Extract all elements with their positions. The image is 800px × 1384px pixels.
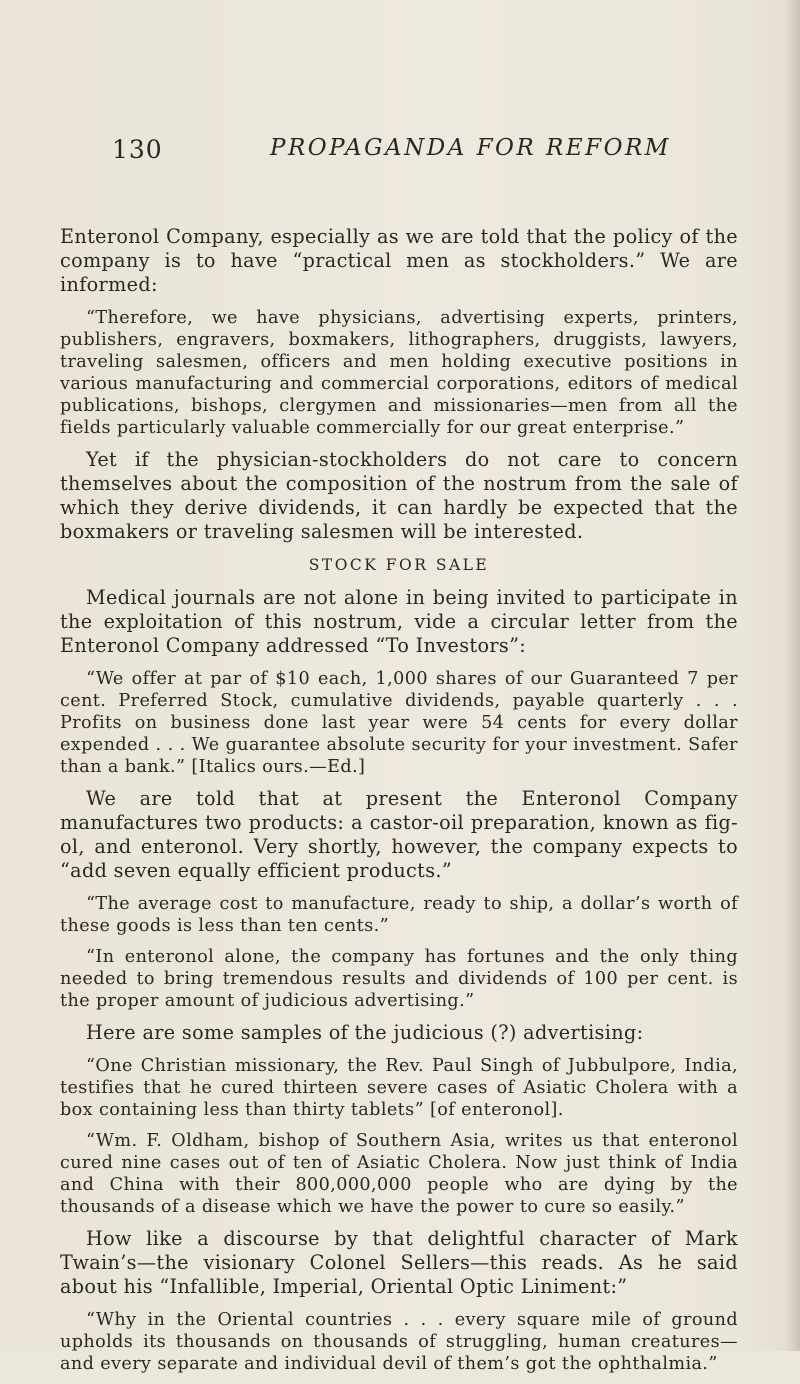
section-heading: STOCK FOR SALE [308,556,490,574]
paragraph-4: We are told that at present the Enteronol Company manufactures two products: a castor-oil preparation, known as fig-ol, and enteronol. Very shortly, however, the company expects to “add seven equally efficient products.” [60,787,738,882]
quote-4: “In enteronol alone, the company has fortunes and the only thing needed to bring tremendous results and dividends of 100 per cent. is the proper amount of judicious advertising.” [60,947,738,1011]
paragraph-1: Enteronol Company, especially as we are told that the policy of the company is to have “practical men as stockholders.” We are informed: [60,225,738,296]
page-header [112,135,672,167]
paragraph-3: Medical journals are not alone in being invited to participate in the exploitation of this nostrum, vide a circular letter from the Enteronol Company addressed “To Investors”: [60,586,738,657]
paragraph-2: Yet if the physician-stockholders do not care to concern themselves about the composition of the nostrum from the sale of which they derive dividends, it can hardly be expected that the boxmakers or traveling salesmen will be interested. [60,448,738,543]
page-number: 130 [112,135,163,164]
quote-5: “One Christian missionary, the Rev. Paul Singh of Jubbulpore, India, testifies that he cured thirteen severe cases of Asiatic Cholera with a box containing less than thirty tablets” [of enteronol]. [60,1056,738,1120]
paragraph-5: Here are some samples of the judicious (?) advertising: [86,1021,644,1044]
quote-6: “Wm. F. Oldham, bishop of Southern Asia, writes us that enteronol cured nine cases out of ten of Asiatic Cholera. Now just think of India and China with their 800,000,000 people who are dying by the thousands of a disease which we have the power to cure so easily.” [60,1131,738,1217]
page-body [60,225,738,1384]
running-head: PROPAGANDA FOR REFORM [270,135,671,161]
paragraph-6: How like a discourse by that delightful character of Mark Twain’s—the visionary Colonel Sellers—this reads. As he said about his “Infallible, Imperial, Oriental Optic Liniment:” [60,1227,738,1298]
quote-1: “Therefore, we have physicians, advertising experts, printers, publishers, engravers, boxmakers, lithographers, druggists, lawyers, traveling salesmen, officers and men holding executive positions in various manufacturing and commercial corporations, editors of medical publications, bishops, clergymen and missionaries—men from all the fields particularly valuable commercially for our great enterprise.” [60,308,738,438]
quote-2: “We offer at par of $10 each, 1,000 shares of our Guaranteed 7 per cent. Preferred Stock, cumulative dividends, payable quarterly . . . Profits on business done last year were 54 cents for every dollar expended . . . We guarantee absolute security for your investment. Safer than a bank.” [Italics ours.—Ed.] [60,669,738,777]
quote-3: “The average cost to manufacture, ready to ship, a dollar’s worth of these goods is less than ten cents.” [60,894,738,936]
quote-7: “Why in the Oriental countries . . . every square mile of ground upholds its thousands on thousands of struggling, human creatures—and every separate and individual devil of them’s got the ophthalmia.” [60,1310,738,1374]
page-edge-shadow [786,0,800,1351]
